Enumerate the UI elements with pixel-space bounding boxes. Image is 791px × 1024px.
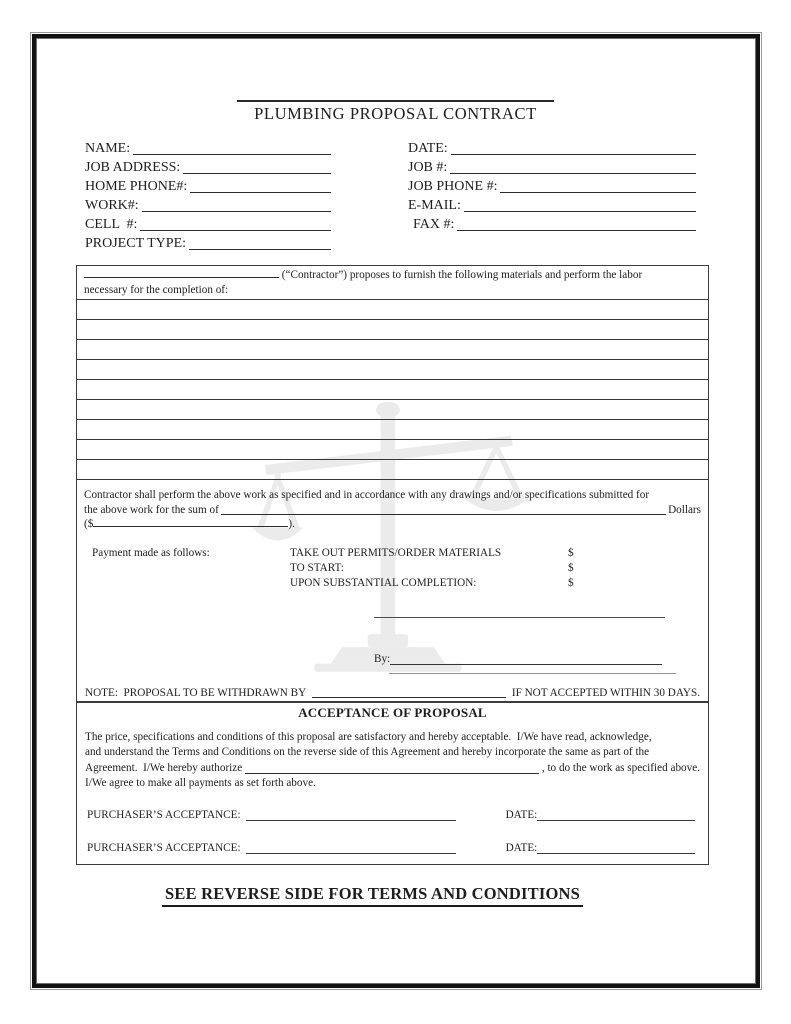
- purchaser-label: PURCHASER’S ACCEPTANCE:: [87, 841, 241, 854]
- field-label: JOB #:: [408, 160, 448, 175]
- field-blank-line: [190, 192, 331, 193]
- authorize-blank-line: [245, 764, 539, 774]
- ruled-line: [77, 440, 708, 460]
- payment-item: TO START:: [290, 561, 344, 574]
- field-row-fax: [413, 216, 696, 233]
- field-row-email: [408, 197, 696, 214]
- field-label: HOME PHONE#:: [85, 179, 188, 194]
- payment-amount: $: [568, 546, 574, 559]
- date-label: DATE:: [505, 841, 538, 854]
- payment-amount: $: [568, 561, 574, 574]
- contractor-name-blank-line: [84, 268, 279, 278]
- field-label: NAME:: [85, 141, 131, 156]
- ruled-line: [77, 340, 708, 360]
- ruled-line: [77, 360, 708, 380]
- ruled-line: [77, 400, 708, 420]
- field-row-home-phone: [85, 178, 331, 195]
- field-row-work-phone: [85, 197, 331, 214]
- sum-paragraph: [77, 480, 708, 532]
- purchaser-signature-blank-line: [246, 820, 456, 821]
- note-row: [77, 686, 708, 700]
- dollar-paren-open: ($: [84, 518, 94, 530]
- ruled-line: [77, 460, 708, 480]
- acceptance-text: Agreement. I/We hereby authorize: [85, 761, 243, 774]
- field-blank-line: [500, 192, 696, 193]
- date-blank-line: [537, 853, 695, 854]
- title-top-rule: [237, 100, 554, 102]
- field-blank-line: [142, 211, 331, 212]
- contractor-signature-line: [374, 617, 665, 618]
- dollar-paren-close: ).: [288, 518, 295, 530]
- field-row-job-number: [408, 159, 696, 176]
- field-blank-line: [457, 230, 696, 231]
- payment-row: [92, 576, 708, 591]
- note-text-end: IF NOT ACCEPTED WITHIN 30 DAYS.: [511, 687, 700, 699]
- note-text: NOTE: PROPOSAL TO BE WITHDRAWN BY: [85, 687, 307, 699]
- ruled-line: [77, 420, 708, 440]
- field-label: JOB PHONE #:: [408, 179, 498, 194]
- field-row-project-type: [85, 235, 331, 252]
- payment-amount: $: [568, 576, 574, 589]
- payment-row: [92, 561, 708, 576]
- sum-line-3: [84, 517, 701, 532]
- proposal-box: [76, 265, 709, 702]
- sum-text: the above work for the sum of: [84, 503, 219, 516]
- field-blank-line: [450, 173, 696, 174]
- purchaser-acceptance-row: [77, 841, 708, 856]
- purchaser-signature-blank-line: [246, 853, 456, 854]
- footer-banner: [0, 884, 745, 907]
- field-blank-line: [464, 211, 696, 212]
- page-title: PLUMBING PROPOSAL CONTRACT: [254, 104, 537, 123]
- sum-line-1: Contractor shall perform the above work as specified and in accordance with any drawings and/or specifications submitted for: [84, 489, 650, 501]
- date-blank-line: [537, 820, 695, 821]
- payment-item: UPON SUBSTANTIAL COMPLETION:: [290, 576, 477, 589]
- footer-text: SEE REVERSE SIDE FOR TERMS AND CONDITIONS: [162, 884, 583, 907]
- field-row-job-phone: [408, 178, 696, 195]
- intro-text-line2: necessary for the completion of:: [84, 283, 229, 296]
- field-row-job-address: [85, 159, 331, 176]
- field-label: JOB ADDRESS:: [85, 160, 181, 175]
- purchaser-label: PURCHASER’S ACCEPTANCE:: [87, 808, 241, 821]
- secondary-signature-line: [389, 673, 676, 674]
- ruled-line: [77, 300, 708, 320]
- acceptance-text: and understand the Terms and Conditions on the reverse side of this Agreement and hereby incorporate the same as part of the: [85, 746, 650, 758]
- sum-line-2: [84, 503, 701, 518]
- intro-text: (“Contractor”) proposes to furnish the following materials and perform the labor: [281, 269, 643, 281]
- field-blank-line: [189, 249, 331, 250]
- acceptance-text: , to do the work as specified above.: [541, 761, 700, 774]
- dollar-amount-blank-line: [93, 517, 288, 527]
- field-blank-line: [133, 154, 331, 155]
- dollars-label: Dollars: [668, 503, 701, 516]
- by-label: By:: [374, 653, 391, 665]
- payment-row: [92, 546, 708, 561]
- by-blank-line: [390, 664, 662, 665]
- date-label: DATE:: [505, 808, 538, 821]
- acceptance-box: [76, 702, 709, 865]
- by-row: [374, 652, 662, 667]
- purchaser-acceptance-row: [77, 808, 708, 823]
- payment-section: [77, 546, 708, 591]
- field-row-date: [408, 140, 696, 157]
- field-row-cell-phone: [85, 216, 331, 233]
- sum-amount-blank-line: [221, 514, 666, 515]
- field-label: DATE:: [408, 141, 448, 156]
- ruled-line: [77, 320, 708, 340]
- field-blank-line: [451, 154, 696, 155]
- withdrawn-by-blank-line: [312, 697, 506, 698]
- payment-label: Payment made as follows:: [92, 546, 210, 559]
- field-row-name: [85, 140, 331, 157]
- acceptance-text: The price, specifications and conditions of this proposal are satisfactory and hereby acceptable. I/We have read, acknowledge,: [85, 730, 652, 743]
- field-label: CELL #:: [85, 217, 138, 232]
- field-blank-line: [140, 230, 331, 231]
- acceptance-paragraph: [77, 721, 708, 792]
- field-blank-line: [183, 173, 331, 174]
- field-label: E-MAIL:: [408, 198, 461, 213]
- field-label: FAX #:: [413, 217, 455, 232]
- field-label: WORK#:: [85, 198, 139, 213]
- payment-item: TAKE OUT PERMITS/ORDER MATERIALS: [290, 546, 502, 559]
- acceptance-header: ACCEPTANCE OF PROPOSAL: [298, 705, 487, 720]
- field-label: PROJECT TYPE:: [85, 236, 187, 251]
- ruled-line: [77, 380, 708, 400]
- contractor-intro: [77, 266, 708, 300]
- acceptance-text: I/We agree to make all payments as set forth above.: [85, 777, 316, 789]
